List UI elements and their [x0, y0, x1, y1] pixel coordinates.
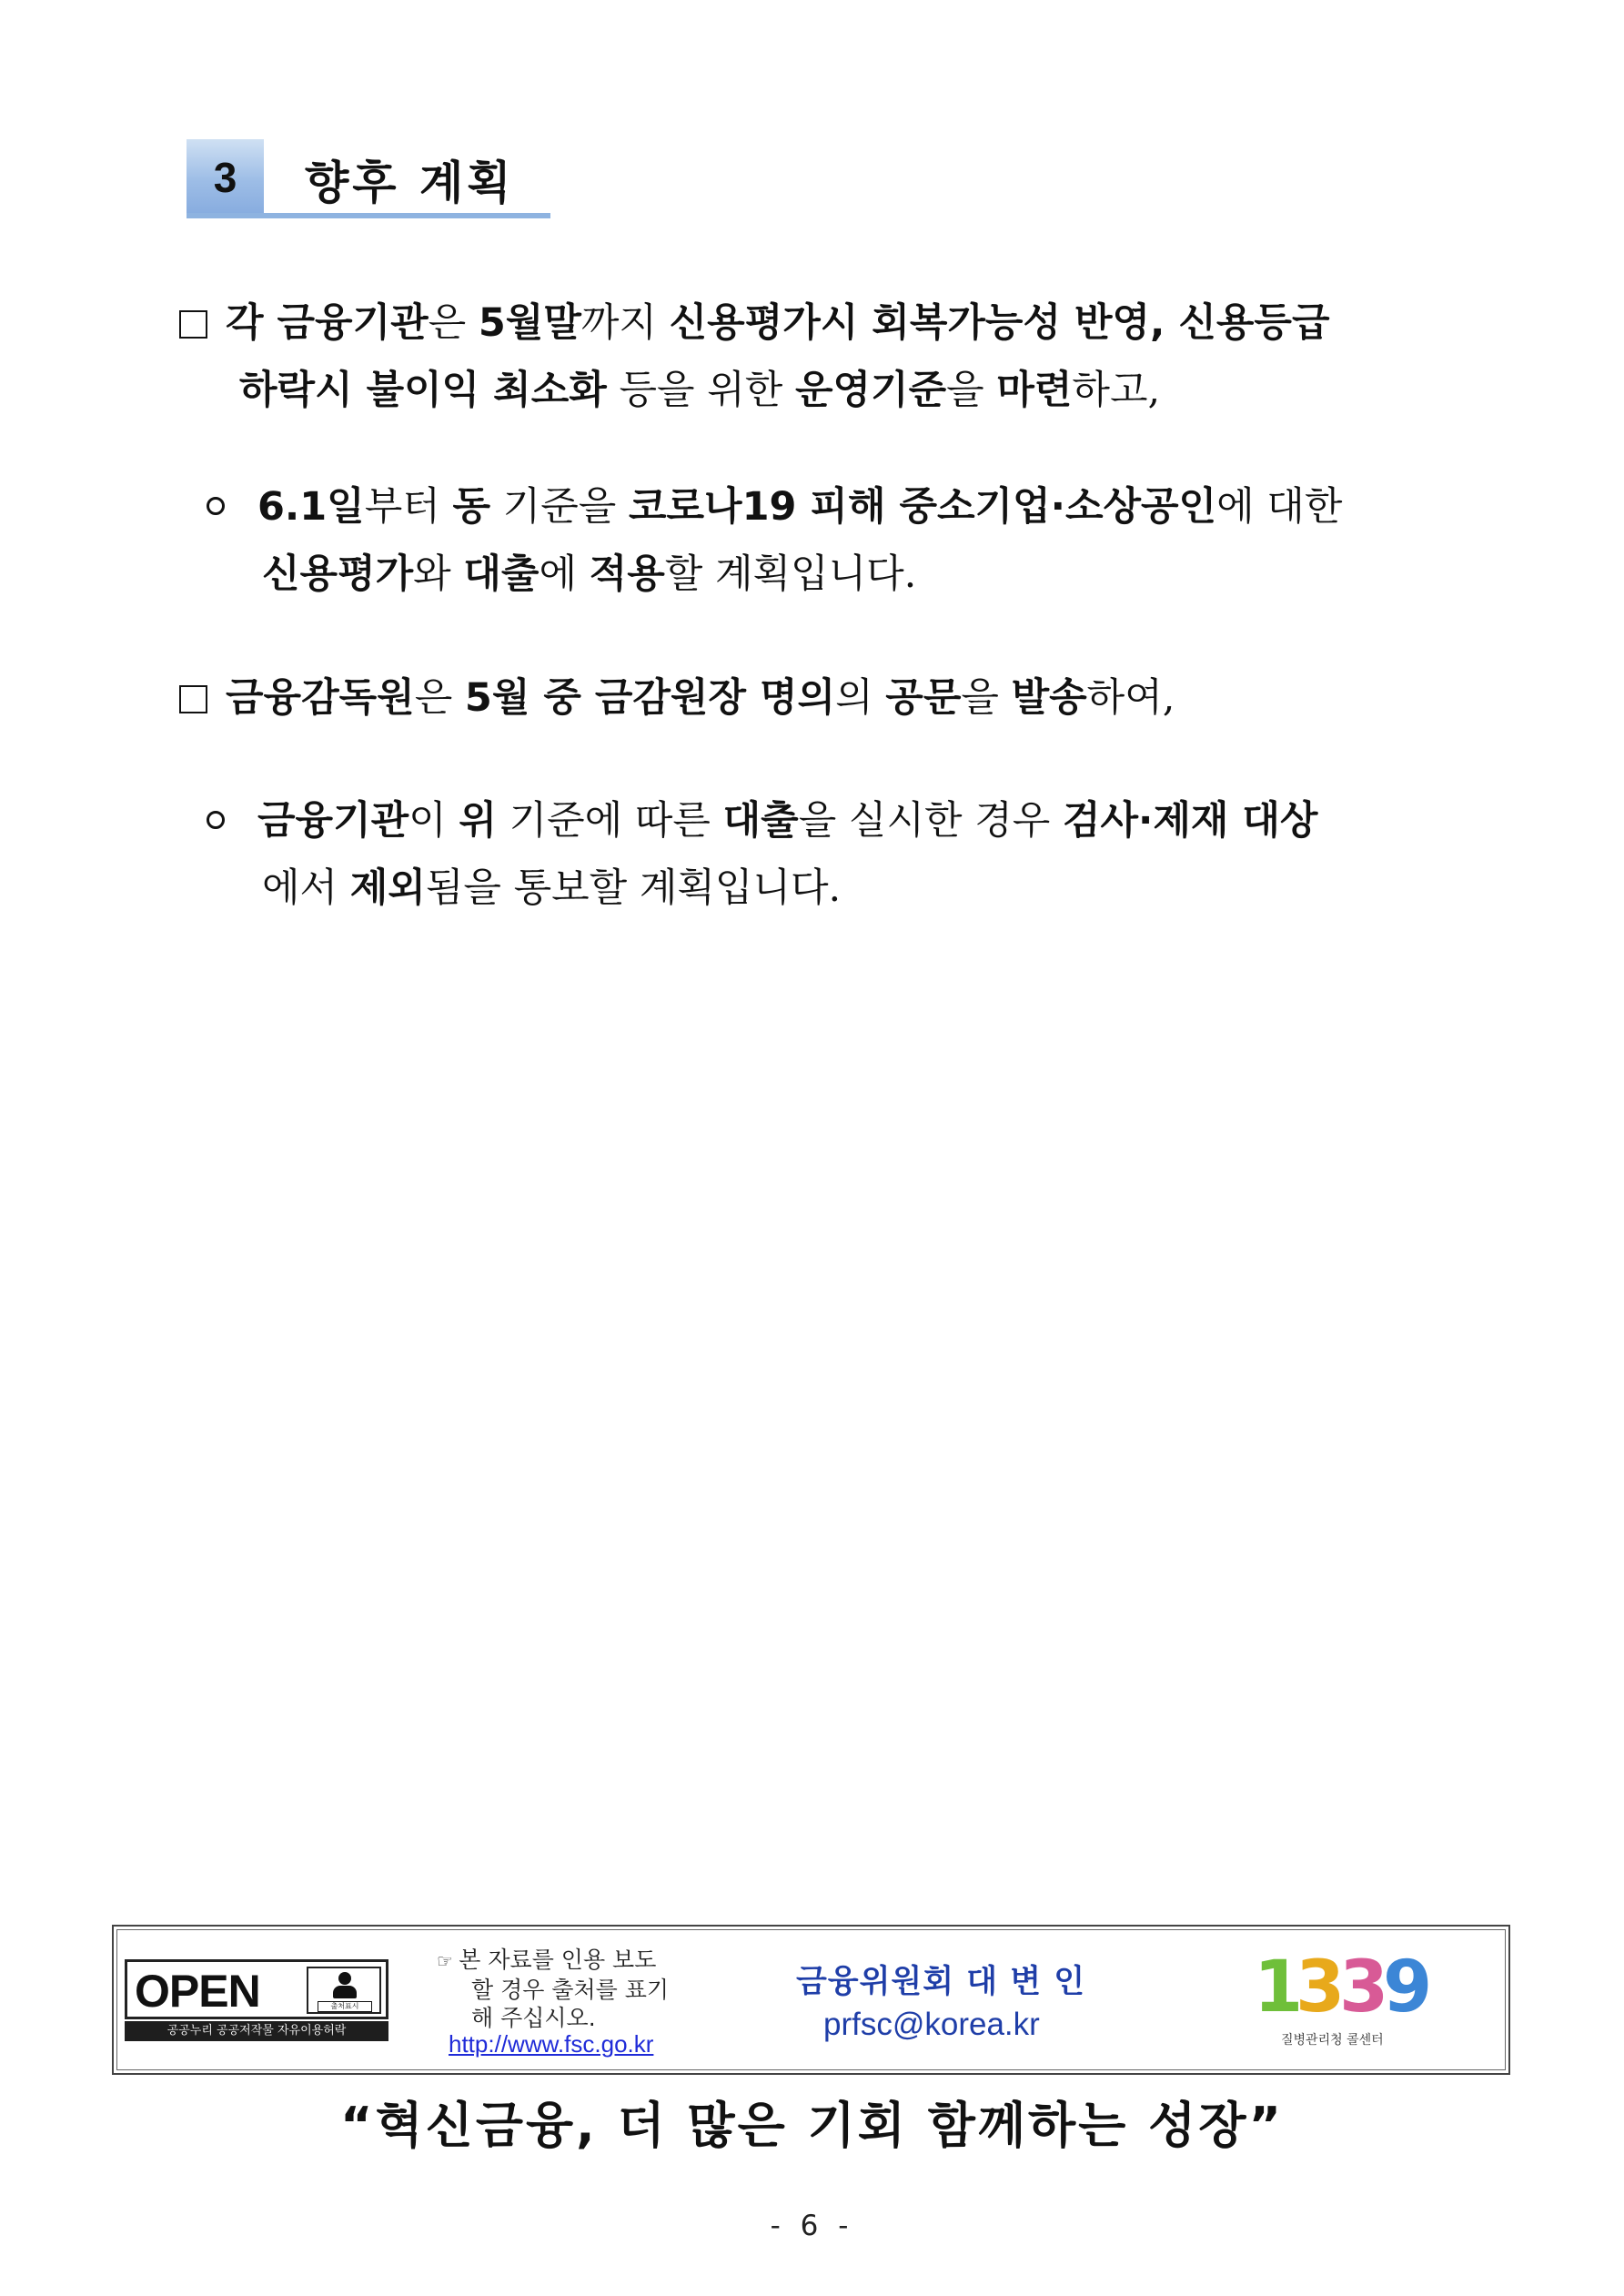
page-number: - 6 - — [770, 2210, 854, 2242]
paragraph-4-line-1 — [207, 787, 1317, 855]
bold-text-run: 신용평가시 회복가능성 반영, 신용등급 — [669, 300, 1330, 346]
text-run: 됨을 통보할 계획입니다. — [425, 865, 842, 911]
bold-text-run: 동 — [452, 484, 491, 530]
paragraph-1 — [179, 289, 1330, 424]
bold-text-run: 금융기관 — [257, 798, 409, 844]
bold-text-run: 각 금융기관 — [226, 300, 429, 346]
citation-note-line-1: ☞ 본 자료를 인용 보도 — [437, 1946, 710, 1976]
text-run: 을 실시한 경우 — [798, 798, 1063, 844]
bold-text-run: 운영기준 — [794, 368, 947, 413]
bold-text-run: 위 — [459, 798, 497, 844]
circle-bullet-icon — [207, 811, 225, 829]
bold-text-run: 적용 — [589, 551, 665, 597]
text-run: 하여, — [1086, 675, 1175, 721]
paragraph-3-line-1 — [179, 664, 1175, 732]
spokesperson-title: 금융위원회 대 변 인 — [796, 1964, 1086, 2000]
bold-text-run: 6.1일 — [257, 484, 365, 530]
bold-text-run: 하락시 불이익 최소화 — [239, 368, 607, 413]
section-header — [187, 139, 550, 219]
bold-text-run: 제외 — [349, 865, 426, 911]
section-number: 3 — [187, 139, 264, 215]
bold-text-run: 코로나19 피해 중소기업·소상공인 — [628, 484, 1217, 530]
hotline-digit-3: 3 — [1339, 1947, 1389, 2028]
text-run: 을 — [961, 675, 1012, 721]
paragraph-1-line-1 — [179, 289, 1330, 357]
citation-note-line-2: 할 경우 출처를 표기 — [471, 1977, 670, 2003]
slogan: “혁신금융, 더 많은 기회 함께하는 성장” — [340, 2097, 1284, 2154]
hotline-1339-logo — [1254, 1947, 1436, 2050]
text-run: 하고, — [1072, 368, 1161, 413]
fsc-website-link[interactable]: http://www.fsc.go.kr — [449, 2030, 654, 2058]
bold-text-run: 대출 — [463, 551, 540, 597]
open-license-logo — [125, 1959, 388, 2041]
text-run: 까지 — [580, 300, 670, 346]
citation-note — [437, 1946, 710, 2032]
bold-text-run: 대출 — [722, 798, 799, 844]
bold-text-run: 금융감독원 — [226, 675, 415, 721]
hotline-subtitle: 질병관리청 콜센터 — [1281, 2033, 1384, 2048]
bold-text-run: 발송 — [1011, 675, 1087, 721]
open-license-badge — [125, 1959, 388, 2019]
hotline-digit-1: 1 — [1254, 1947, 1304, 2028]
citation-note-line-3: 해 주십시오. — [471, 2005, 596, 2031]
text-run: 에 — [539, 551, 590, 597]
paragraph-3 — [179, 664, 1175, 732]
square-bullet-icon — [179, 310, 207, 339]
hotline-digit-2: 3 — [1296, 1947, 1346, 2028]
section-underline — [187, 213, 550, 218]
open-word: OPEN — [135, 1966, 260, 2017]
text-run: 와 — [413, 551, 464, 597]
text-run: 기준 — [496, 798, 585, 844]
paragraph-4-line-2 — [207, 855, 1317, 922]
text-run: 에 대한 — [1216, 484, 1343, 530]
hotline-digit-4: 9 — [1383, 1947, 1433, 2028]
text-run: 부터 — [364, 484, 453, 530]
text-run: 등을 위한 — [606, 368, 795, 413]
paragraph-2 — [207, 473, 1342, 608]
paragraph-4 — [207, 787, 1317, 922]
text-run: 을 — [946, 368, 997, 413]
text-run: 에서 — [262, 865, 350, 911]
text-run: 은 — [428, 300, 479, 346]
square-bullet-icon — [179, 685, 207, 713]
bold-text-run: 5월말 — [478, 300, 581, 346]
text-run: 의 — [835, 675, 886, 721]
text-run: 기준 — [490, 484, 579, 530]
spokesperson-email[interactable]: prfsc@korea.kr — [823, 2007, 1040, 2042]
text-run: 을 — [578, 484, 629, 530]
section-title: 향후 계획 — [305, 157, 515, 209]
attribution-tag: 출처표시 — [318, 2001, 372, 2012]
paragraph-2-line-1 — [207, 473, 1342, 541]
circle-bullet-icon — [207, 497, 225, 515]
open-license-caption: 공공누리 공공저작물 자유이용허락 — [125, 2021, 388, 2041]
bold-text-run: 검사·제재 대상 — [1062, 798, 1318, 844]
bold-text-run: 5월 중 금감원장 명의 — [464, 675, 836, 721]
bold-text-run: 공문 — [885, 675, 962, 721]
text-run: 은 — [414, 675, 465, 721]
person-icon — [307, 1967, 381, 2014]
bold-text-run: 신용평가 — [262, 551, 414, 597]
text-run: 이 — [409, 798, 459, 844]
paragraph-1-line-2 — [179, 357, 1330, 424]
text-run: 할 계획입니다. — [664, 551, 917, 597]
bold-text-run: 마련 — [996, 368, 1073, 413]
paragraph-2-line-2 — [207, 541, 1342, 608]
text-run: 에 따른 — [584, 798, 723, 844]
